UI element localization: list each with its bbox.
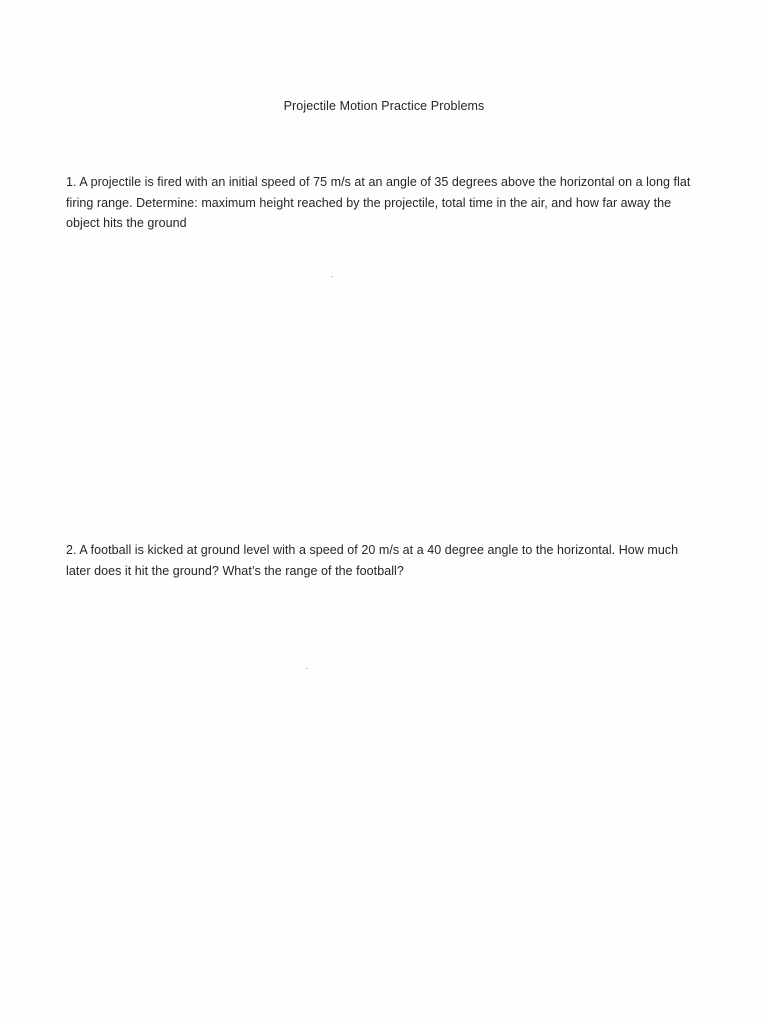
page-title: Projectile Motion Practice Problems [283, 99, 485, 113]
problem-2-line-1: 2. A football is kicked at ground level with a speed of 20 m/s at a 40 degree angle to the horizontal. How much [66, 543, 679, 557]
problem-1 [66, 172, 706, 234]
scan-speck [331, 276, 333, 277]
problem-2-line-2: later does it hit the ground? What’s the range of the football? [66, 563, 404, 578]
problem-1-line-2: firing range. Determine: maximum height reached by the projectile, total time in the air, and how far away the [66, 195, 672, 210]
scan-speck [306, 668, 308, 669]
problem-1-line-3: object hits the ground [66, 216, 187, 230]
problem-2 [66, 540, 706, 581]
problem-1-line-1: 1. A projectile is fired with an initial speed of 75 m/s at an angle of 35 degrees above the horizontal on a long flat [66, 175, 691, 189]
